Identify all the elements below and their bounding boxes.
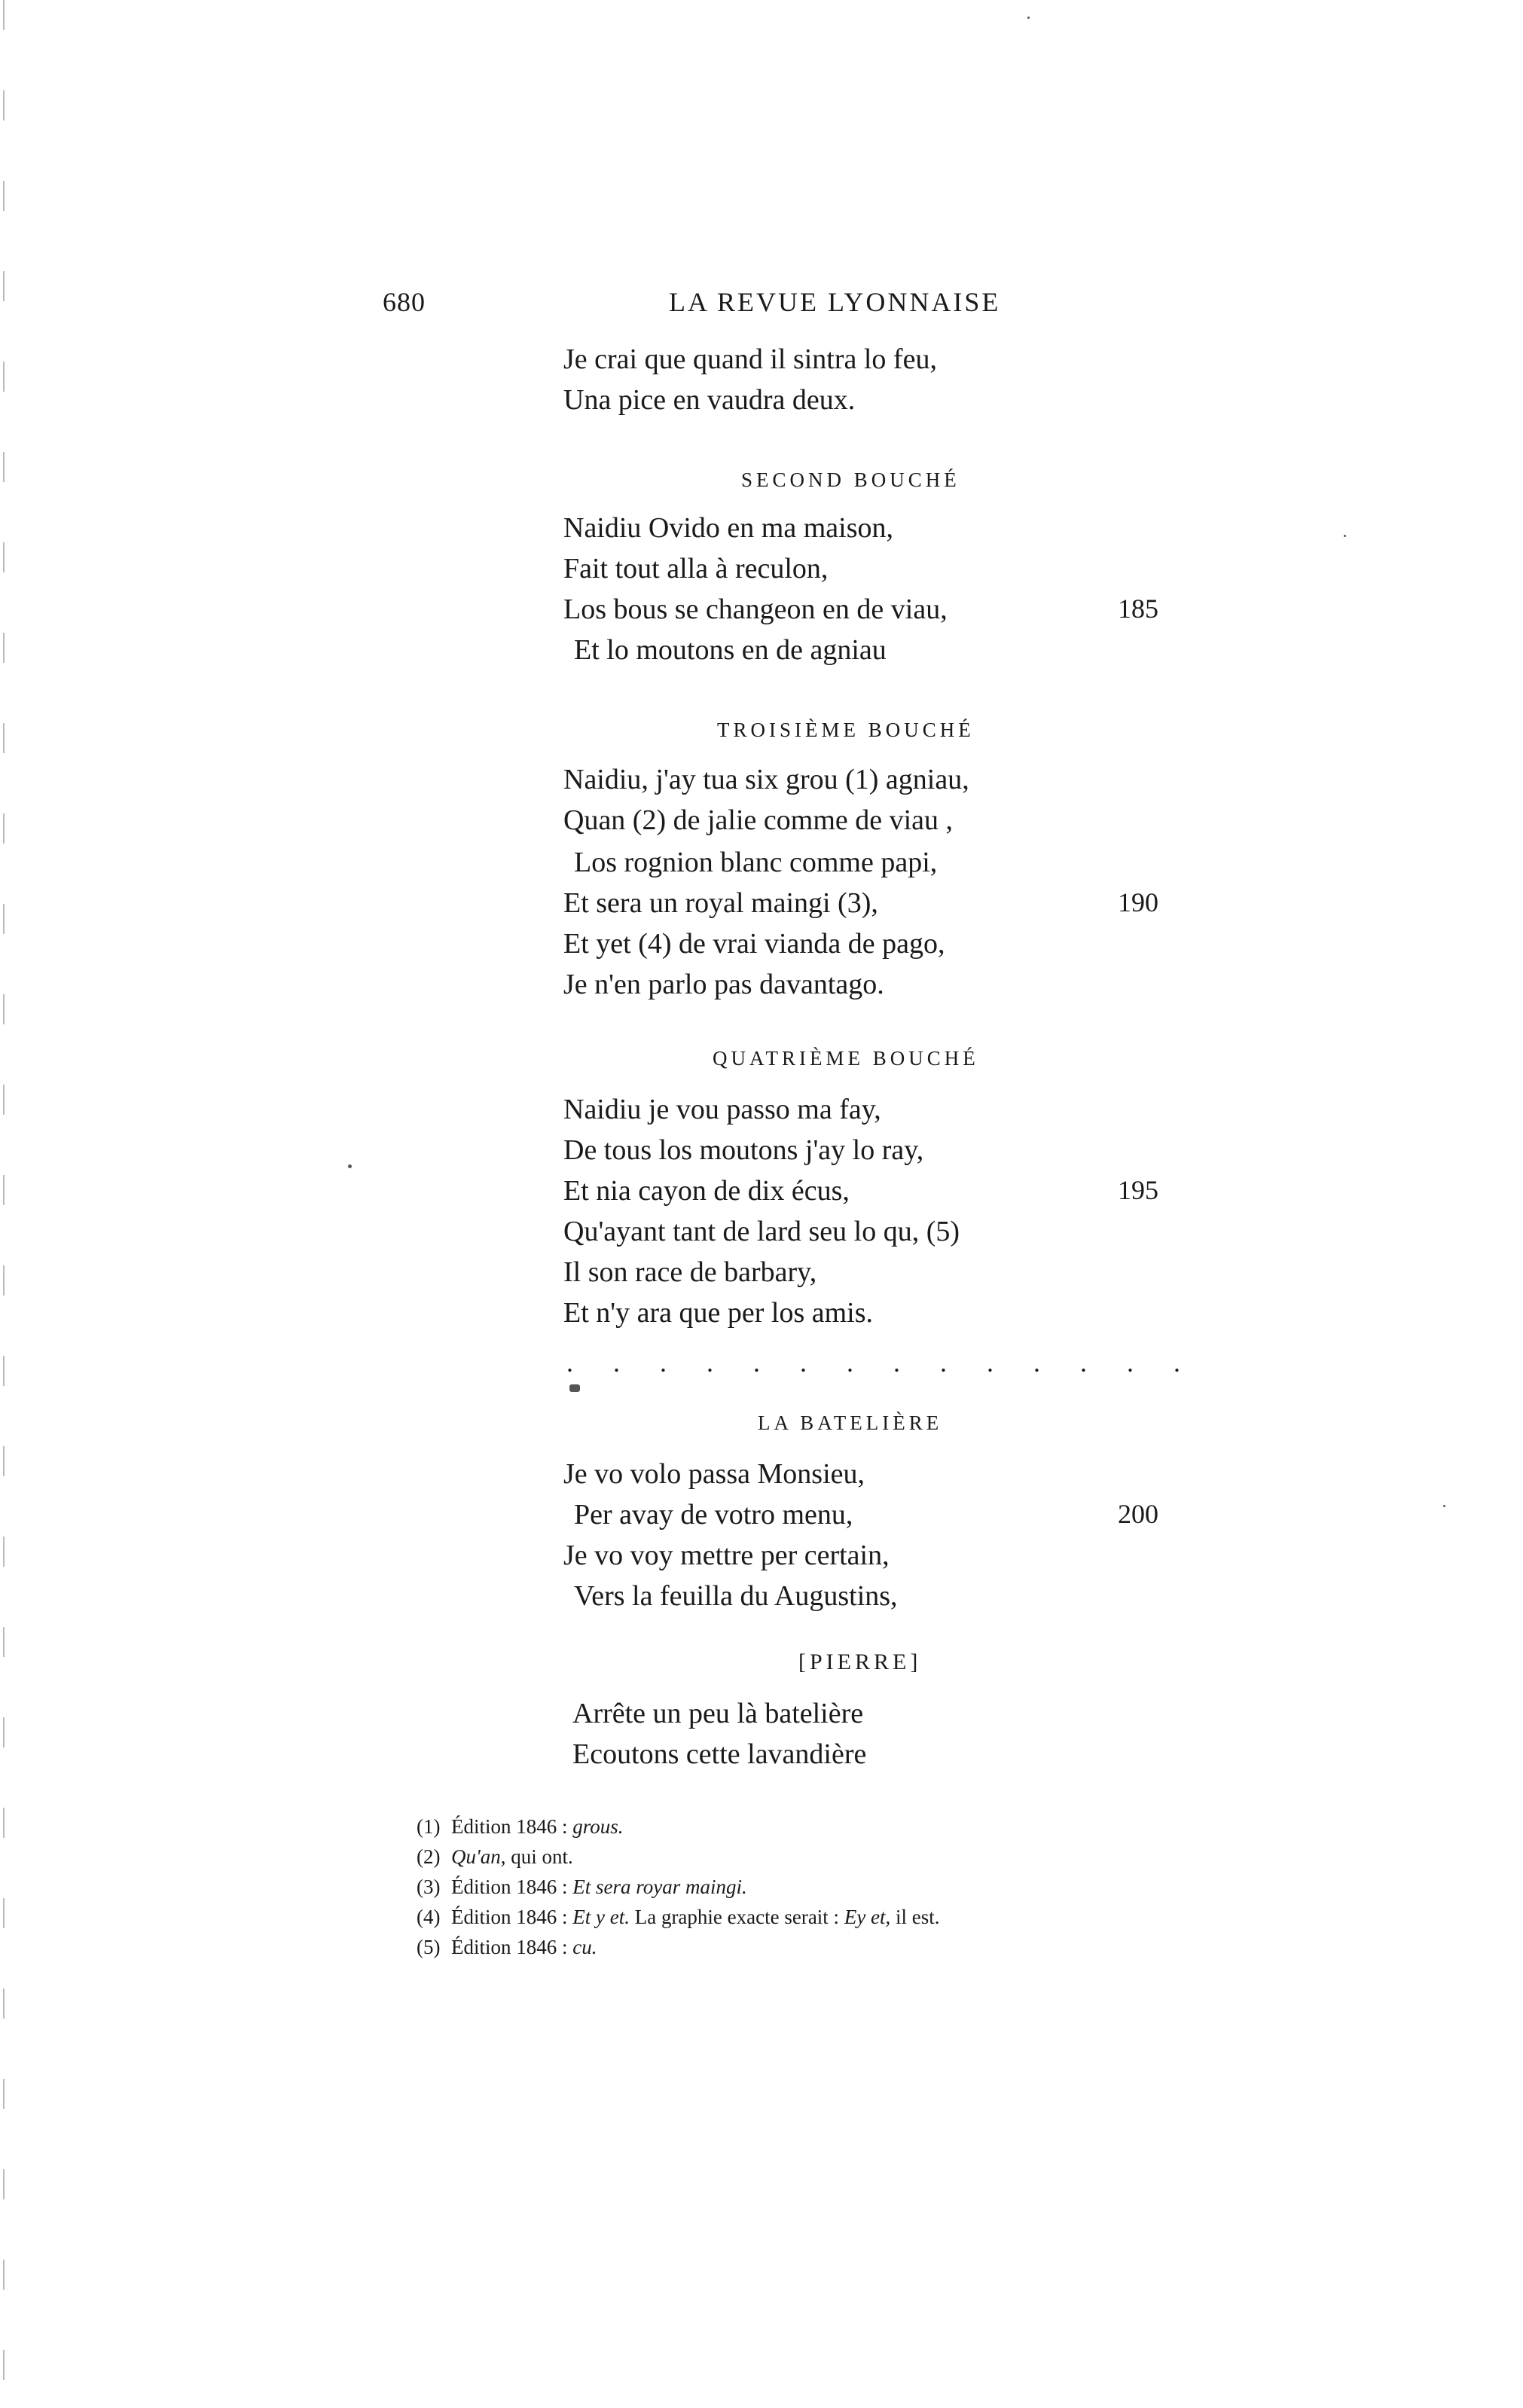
footnote	[417, 1937, 597, 1958]
verse-line: Ecoutons cette lavandière	[572, 1738, 867, 1770]
footnote-number: (1)	[417, 1815, 441, 1838]
verse-line: Naidiu je vou passo ma fay,	[563, 1094, 881, 1125]
verse-line: De tous los moutons j'ay lo ray,	[563, 1134, 924, 1166]
verse-line: Naidiu, j'ay tua six grou (1) agniau,	[563, 764, 969, 795]
running-title: LA REVUE LYONNAISE	[669, 287, 1001, 317]
line-number: 200	[1118, 1499, 1158, 1529]
line-number: 190	[1118, 887, 1158, 917]
verse-line: Quan (2) de jalie comme de viau ,	[563, 804, 954, 836]
page-number: 680	[383, 287, 426, 317]
page-edge-shadow	[3, 0, 5, 2408]
footnote-italic: cu.	[572, 1936, 597, 1958]
verse-line: Et lo moutons en de agniau	[574, 634, 887, 666]
ink-speck	[1344, 535, 1346, 537]
footnote	[417, 1847, 573, 1867]
verse-line: Je vo voy mettre per certain,	[563, 1540, 890, 1571]
ink-speck	[1443, 1505, 1445, 1507]
footnote-text: Édition 1846 :	[451, 1875, 573, 1898]
footnote-text: Édition 1846 :	[451, 1906, 573, 1928]
verse-line: Et n'y ara que per los amis.	[563, 1297, 874, 1329]
footnote-italic: Ey et,	[844, 1906, 891, 1928]
speaker-heading: TROISIÈME BOUCHÉ	[717, 719, 975, 741]
ink-speck	[348, 1164, 352, 1168]
speaker-heading: LA BATELIÈRE	[758, 1412, 943, 1434]
ink-speck	[1027, 17, 1030, 19]
verse-line: Los bous se changeon en de viau,	[563, 594, 948, 625]
footnote-text: Édition 1846 :	[451, 1815, 573, 1838]
footnote-text: La graphie exacte serait :	[629, 1906, 844, 1928]
footnote-number: (4)	[417, 1906, 441, 1928]
footnote-italic: Qu'an,	[451, 1845, 506, 1868]
verse-line: Et sera un royal maingi (3),	[563, 887, 878, 919]
footnote-italic: grous.	[572, 1815, 624, 1838]
footnote-italic: Et sera royar maingi.	[572, 1875, 747, 1898]
speaker-heading: QUATRIÈME BOUCHÉ	[713, 1047, 979, 1070]
ink-mark	[569, 1384, 580, 1392]
footnote-text: il est.	[890, 1906, 940, 1928]
verse-line: Arrête un peu là batelière	[572, 1698, 864, 1729]
verse-line: Los rognion blanc comme papi,	[574, 847, 938, 878]
footnote-text: qui ont.	[505, 1845, 573, 1868]
verse-line: Je crai que quand il sintra lo feu,	[563, 343, 937, 375]
speaker-heading: SECOND BOUCHÉ	[741, 468, 960, 491]
verse-line: Je n'en parlo pas davantago.	[563, 969, 884, 1000]
speaker-heading: [PIERRE]	[798, 1650, 922, 1674]
footnote-number: (3)	[417, 1875, 441, 1898]
verse-line: Fait tout alla à reculon,	[563, 553, 829, 584]
verse-line: Una pice en vaudra deux.	[563, 384, 856, 416]
footnote-number: (2)	[417, 1845, 441, 1868]
footnote	[417, 1877, 747, 1897]
verse-ellipsis: . . . . . . . . . . . . . .	[566, 1347, 1197, 1378]
verse-line: Qu'ayant tant de lard seu lo qu, (5)	[563, 1216, 960, 1247]
line-number: 195	[1118, 1175, 1158, 1205]
verse-line: Et nia cayon de dix écus,	[563, 1175, 850, 1207]
verse-line: Et yet (4) de vrai vianda de pago,	[563, 928, 945, 960]
verse-line: Per avay de votro menu,	[574, 1499, 853, 1531]
line-number: 185	[1118, 594, 1158, 624]
footnote-number: (5)	[417, 1936, 441, 1958]
verse-line: Naidiu Ovido en ma maison,	[563, 512, 893, 544]
footnote-text: Édition 1846 :	[451, 1936, 573, 1958]
footnote	[417, 1907, 940, 1927]
verse-line: Vers la feuilla du Augustins,	[574, 1580, 898, 1612]
verse-line: Il son race de barbary,	[563, 1256, 817, 1288]
footnote	[417, 1817, 624, 1837]
verse-line: Je vo volo passa Monsieu,	[563, 1458, 865, 1490]
footnote-italic: Et y et.	[572, 1906, 630, 1928]
